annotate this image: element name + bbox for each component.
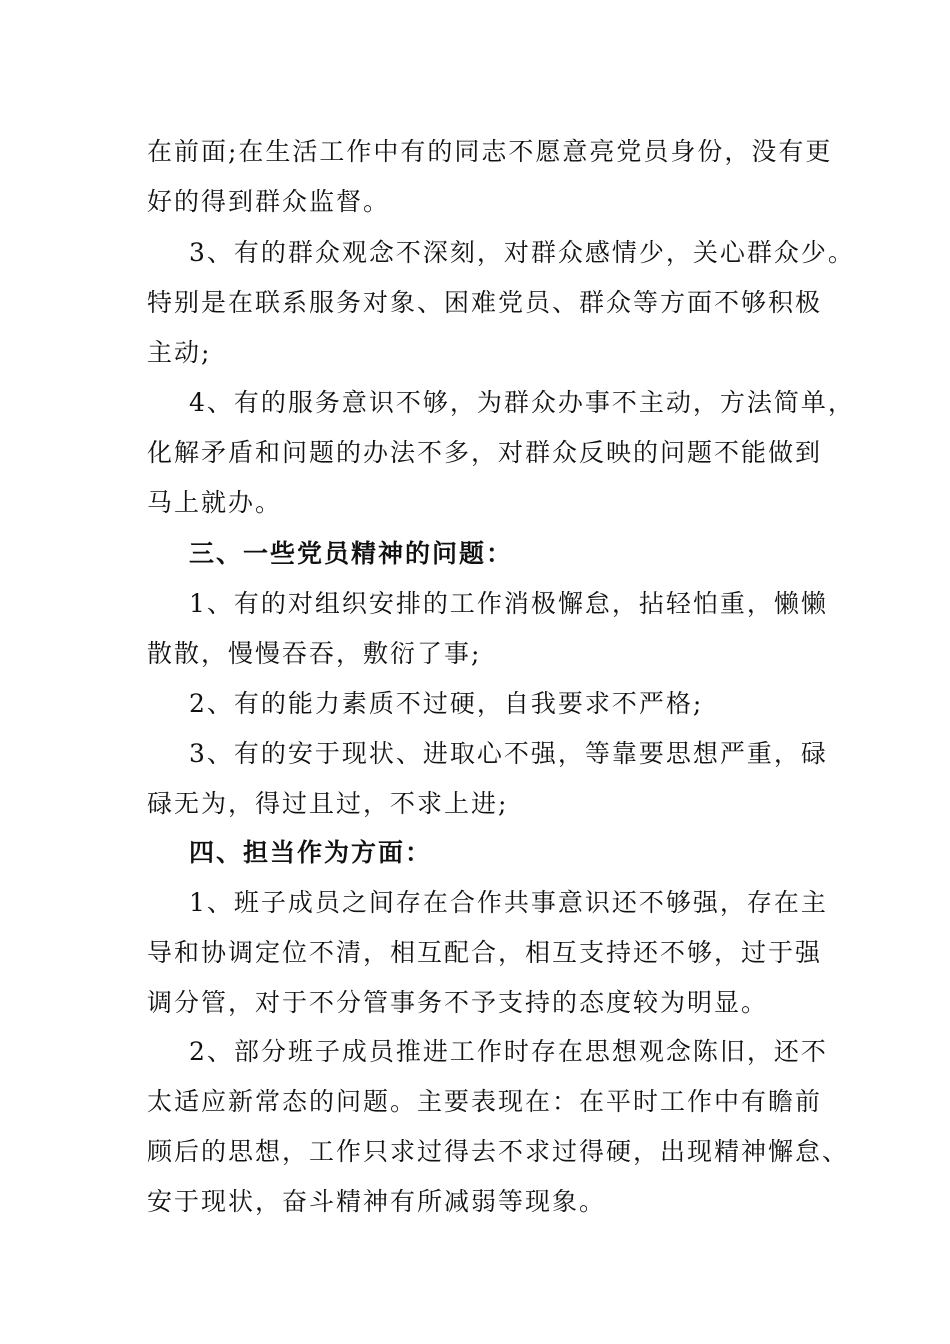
- paragraph-line: 化解矛盾和问题的办法不多，对群众反映的问题不能做到: [147, 438, 823, 467]
- paragraph-line: 太适应新常态的问题。主要表现在：在平时工作中有瞻前: [147, 1087, 823, 1116]
- paragraph-line: 1、有的对组织安排的工作消极懈怠，拈轻怕重，懒懒: [189, 589, 828, 618]
- paragraph-line: 马上就办。: [147, 488, 283, 517]
- section-heading: 三、一些党员精神的问题：: [189, 539, 514, 568]
- paragraph-line: 4、有的服务意识不够，为群众办事不主动，方法简单，: [189, 388, 855, 417]
- paragraph-line: 3、有的安于现状、进取心不强，等靠要思想严重，碌: [189, 739, 828, 768]
- section-heading: 四、担当作为方面：: [189, 838, 433, 867]
- paragraph-line: 特别是在联系服务对象、困难党员、群众等方面不够积极: [147, 288, 823, 317]
- paragraph-line: 调分管，对于不分管事务不予支持的态度较为明显。: [147, 988, 769, 1017]
- paragraph-line: 碌无为，得过且过，不求上进;: [147, 789, 509, 818]
- paragraph-line: 安于现状，奋斗精神有所减弱等现象。: [147, 1187, 607, 1216]
- paragraph-line: 1、班子成员之间存在合作共事意识还不够强，存在主: [189, 888, 828, 917]
- paragraph-line: 散散，慢慢吞吞，敷衍了事;: [147, 639, 482, 668]
- paragraph-line: 2、部分班子成员推进工作时存在思想观念陈旧，还不: [189, 1037, 828, 1066]
- paragraph-line: 主动;: [147, 338, 212, 367]
- paragraph-line: 2、有的能力素质不过硬，自我要求不严格;: [189, 689, 704, 718]
- paragraph-line: 导和协调定位不清，相互配合，相互支持还不够，过于强: [147, 938, 823, 967]
- paragraph-line: 在前面;在生活工作中有的同志不愿意亮党员身份，没有更: [147, 137, 833, 166]
- paragraph-line: 好的得到群众监督。: [147, 187, 391, 216]
- paragraph-line: 3、有的群众观念不深刻，对群众感情少，关心群众少。: [189, 238, 855, 267]
- paragraph-line: 顾后的思想，工作只求过得去不求过得硬，出现精神懈怠、: [147, 1137, 850, 1166]
